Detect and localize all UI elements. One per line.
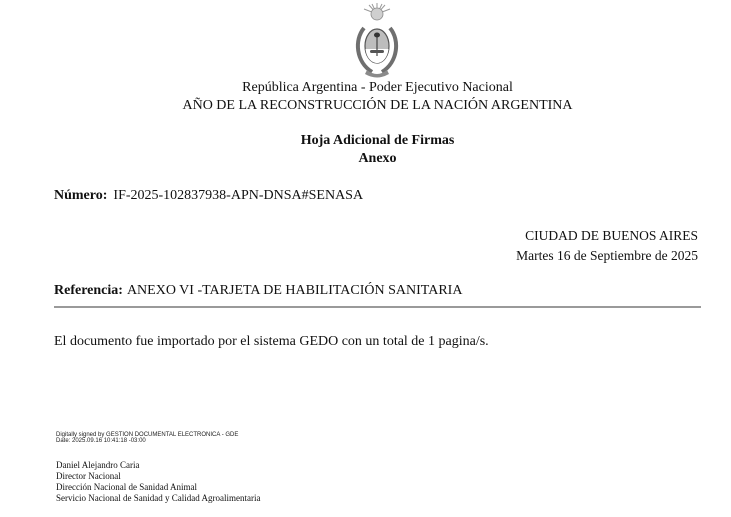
header-year-motto: AÑO DE LA RECONSTRUCCIÓN DE LA NACIÓN ARGENTINA <box>182 98 573 113</box>
signer-name: Daniel Alejandro Caria <box>56 460 140 470</box>
document-number-label: Número: <box>54 188 108 203</box>
header-government-line: República Argentina - Poder Ejecutivo Nacional <box>242 80 513 95</box>
argentina-coat-of-arms-seal <box>350 2 404 80</box>
signer-role: Director Nacional <box>56 471 121 481</box>
signer-organization: Servicio Nacional de Sanidad y Calidad Agroalimentaria <box>56 493 261 503</box>
place: CIUDAD DE BUENOS AIRES <box>525 228 698 243</box>
signer-department: Dirección Nacional de Sanidad Animal <box>56 482 197 492</box>
divider <box>54 306 701 308</box>
digital-signature-date: Date: 2025.09.16 10:41:18 -03:00 <box>56 438 146 444</box>
document-title: Hoja Adicional de Firmas <box>300 133 455 148</box>
document-subtitle: Anexo <box>358 151 397 166</box>
reference-value: ANEXO VI -TARJETA DE HABILITACIÓN SANITARIA <box>126 283 463 298</box>
document-number-row <box>54 188 363 204</box>
date: Martes 16 de Septiembre de 2025 <box>516 248 698 263</box>
body-text: El documento fue importado por el sistema GEDO con un total de 1 pagina/s. <box>54 334 489 349</box>
document-number-value: IF-2025-102837938-APN-DNSA#SENASA <box>113 188 364 203</box>
reference-label: Referencia: <box>54 283 123 298</box>
reference-row <box>54 283 462 299</box>
digital-signature-line: Digitally signed by GESTION DOCUMENTAL ELECTRONICA - GDE <box>56 432 239 438</box>
